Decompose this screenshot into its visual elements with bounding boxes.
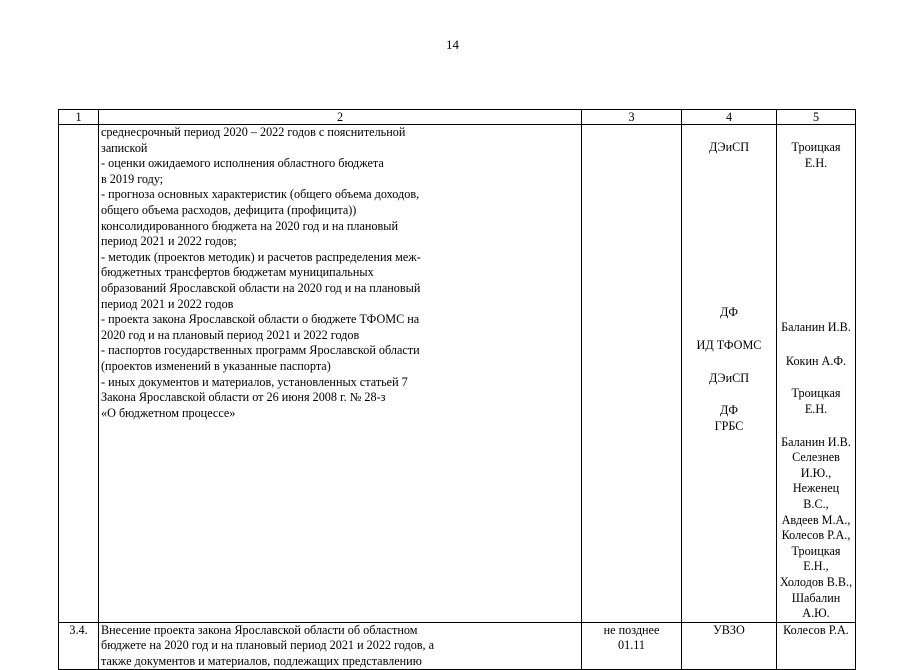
description-line: общего объема расходов, дефицита (профицита)) [101,202,357,217]
department-name: ИД ТФОМС [696,338,762,353]
description-line: бюджете на 2020 год и на плановый период 2021 и 2022 годов, а [101,638,435,653]
responsible-person: Неженец В.С., [792,481,840,511]
description-line: «О бюджетном процессе» [101,405,236,420]
responsible-person: Колесов Р.А., [781,528,851,543]
description-line: среднесрочный период 2020 – 2022 годов с пояснительной [101,125,406,139]
row-deadline-cell [582,125,682,623]
row-description-cell [99,125,582,623]
page-number: 14 [446,37,459,52]
responsible-person: Баланин И.В. [781,434,851,449]
responsible-person: Троицкая Е.Н., [791,543,841,574]
description-line: 2020 год и на плановый период 2021 и 2022 годов [101,327,360,342]
responsible-person: Троицкая Е.Н. [791,140,841,170]
description-line: период 2021 и 2022 годов [101,296,234,311]
header-col-4: 4 [682,110,777,125]
responsible-person: Баланин И.В. [781,320,851,335]
header-col-5: 5 [777,110,856,125]
header-row [59,110,856,125]
description-line: - оценки ожидаемого исполнения областного бюджета [101,156,384,171]
deadline-line: не позднее [603,622,660,637]
row-responsible-cell: Колесов Р.А. [777,622,856,670]
description-line: Закона Ярославской области от 26 июня 2008 г. № 28-з [101,390,386,405]
description-line: запиской [101,140,148,155]
description-line: - иных документов и материалов, установленных статьей 7 [101,374,408,389]
deadline-line: 01.11 [618,638,645,653]
description-line: в 2019 году; [101,171,164,186]
row-description-cell [99,622,582,670]
department-name: ДФ [720,403,738,418]
header-col-1: 1 [59,110,99,125]
description-line: (проектов изменений в указанные паспорта) [101,358,331,373]
description-line: консолидированного бюджета на 2020 год и на плановый [101,218,398,233]
department-name: ДЭиСП [708,140,750,154]
department-name: ГРБС [714,418,744,433]
row-number-cell: 3.4. [59,622,99,670]
description-line: образований Ярославской области на 2020 год и на плановый [101,280,421,295]
row-responsible-cell [777,125,856,623]
budget-plan-table [58,109,856,670]
table-row-continuation [59,125,856,623]
header-col-3: 3 [582,110,682,125]
description-line: период 2021 и 2022 годов; [101,234,237,249]
table-row-3-4 [59,622,856,670]
description-line: также документов и материалов, подлежащих представлению [101,653,422,668]
row-deadline-cell [582,622,682,670]
responsible-person: Троицкая Е.Н. [791,386,841,416]
description-line: - проекта закона Ярославской области о бюджете ТФОМС на [101,312,420,327]
department-name: ДЭиСП [708,370,750,385]
responsible-person: Кокин А.Ф. [785,353,847,368]
responsible-person: Селезнев И.Ю., [792,450,840,480]
responsible-person: Авдеев М.А., [781,512,851,527]
description-line: Внесение проекта закона Ярославской области об областном [101,622,418,637]
department-name: ДФ [720,304,738,319]
row-department-cell: УВЗО [682,622,777,670]
responsible-person: Холодов В.В., [779,574,853,589]
description-line: - паспортов государственных программ Ярославской области [101,343,420,358]
header-col-2: 2 [99,110,582,125]
row-number-cell [59,125,99,623]
description-line: - прогноза основных характеристик (общего объема доходов, [101,187,420,202]
description-line: бюджетных трансфертов бюджетам муниципальных [101,265,374,280]
responsible-person: Шабалин А.Ю. [791,590,841,621]
description-line: - методик (проектов методик) и расчетов распределения меж- [101,249,421,264]
row-department-cell [682,125,777,623]
